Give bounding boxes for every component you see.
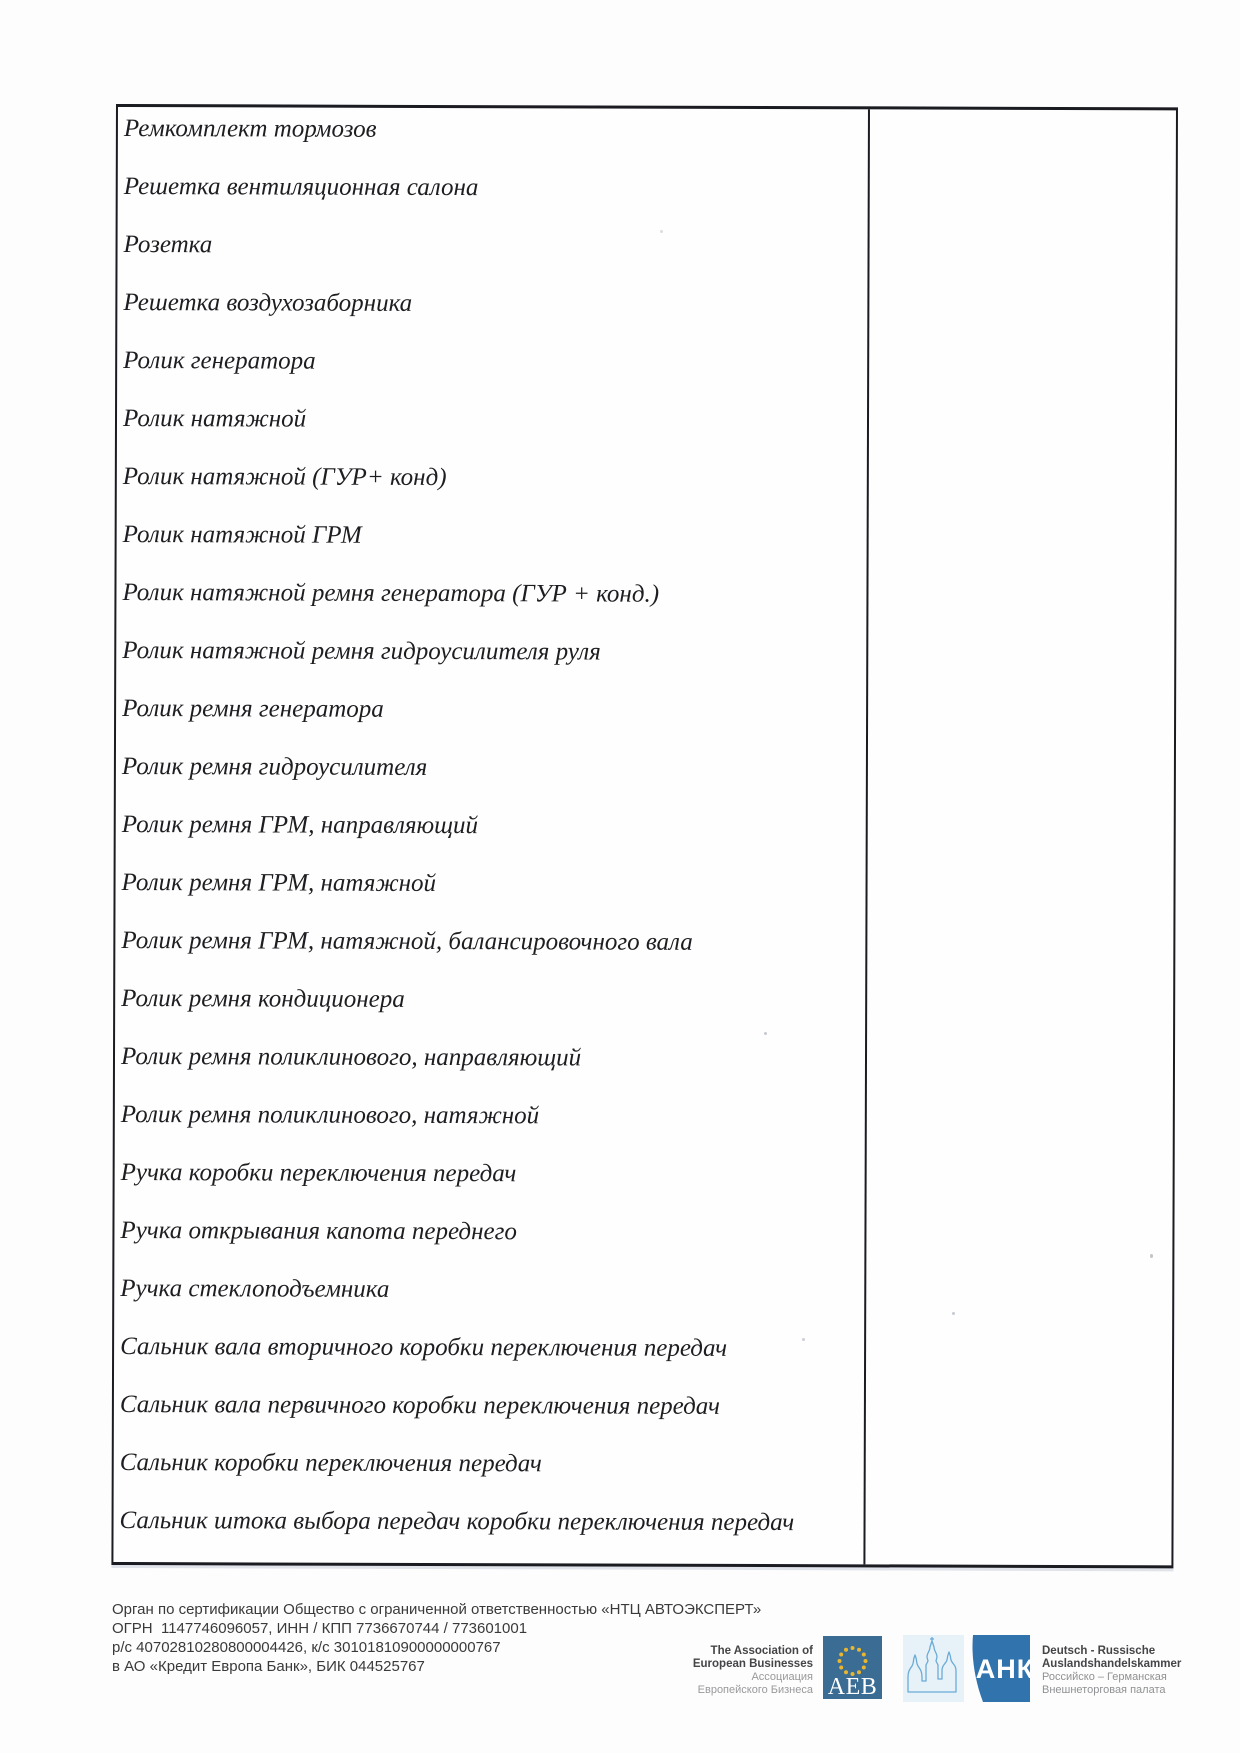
- part-row: Ролик ремня ГРМ, натяжной: [121, 869, 437, 898]
- ahk-acronym: АНК: [975, 1654, 1030, 1684]
- part-row: Сальник вала первичного коробки переключения передач: [119, 1391, 720, 1420]
- part-row: Ролик натяжной: [122, 405, 307, 433]
- aeb-name-ru-line2: Европейского Бизнеса: [697, 1683, 813, 1696]
- part-row: Сальник штока выбора передач коробки переключения передач: [119, 1507, 795, 1537]
- part-row: Ролик натяжной ГРМ: [122, 521, 362, 549]
- scan-speck: [1150, 1254, 1153, 1258]
- part-row: Ролик ремня гидроусилителя: [121, 753, 428, 781]
- part-row: Ролик натяжной ремня генератора (ГУР + конд.): [122, 579, 660, 608]
- ahk-name-ru-line1: Российско – Германская: [1042, 1671, 1167, 1683]
- ahk-name-ru-line2: Внешнеторговая палата: [1042, 1683, 1166, 1696]
- aeb-logo-icon: [823, 1636, 882, 1699]
- part-row: Ролик ремня поликлинового, направляющий: [120, 1043, 582, 1072]
- part-row: Ремкомплект тормозов: [123, 115, 377, 143]
- part-row: Ролик ремня ГРМ, натяжной, балансировочного вала: [121, 927, 693, 956]
- aeb-acronym: AEB: [827, 1674, 878, 1699]
- part-row: Сальник коробки переключения передач: [119, 1449, 542, 1478]
- scan-speck: [802, 1338, 805, 1341]
- part-row: Ролик ремня генератора: [122, 695, 384, 723]
- scan-speck: [764, 1032, 767, 1035]
- aeb-name-ru-line1: Ассоциация: [751, 1671, 813, 1683]
- ahk-logo-icon: [903, 1635, 1030, 1702]
- part-row: Ролик натяжной (ГУР+ конд): [122, 463, 447, 492]
- part-row: Ролик ремня ГРМ, направляющий: [121, 811, 479, 840]
- aeb-logo: [823, 1636, 882, 1704]
- ahk-name-de-line2: Auslandshandelskammer: [1042, 1658, 1182, 1670]
- aeb-name-en-line2: European Businesses: [692, 1658, 813, 1670]
- scan-speck: [660, 230, 663, 233]
- scan-speck: [952, 1312, 955, 1315]
- aeb-name-en-line1: The Association of: [710, 1645, 813, 1657]
- org-info-line: ОГРН 1147746096057, ИНН / КПП 7736670744 / 773601001: [112, 1620, 528, 1637]
- part-row: Решетка вентиляционная салона: [123, 173, 479, 202]
- ahk-logo: [903, 1635, 1030, 1707]
- parts-column: [113, 107, 870, 1564]
- org-info-line: Орган по сертификации Общество с ограниченной ответственностью «НТЦ АВТОЭКСПЕРТ»: [112, 1601, 762, 1618]
- ahk-logo-caption: [1042, 1645, 1181, 1696]
- part-row: Розетка: [123, 231, 213, 259]
- part-row: Сальник вала вторичного коробки переключения передач: [120, 1333, 728, 1362]
- empty-notes-column: [865, 109, 1176, 1565]
- parts-table: [111, 104, 1178, 1568]
- org-info-line: р/с 40702810280800004426, к/с 30101810900000000767: [112, 1639, 501, 1656]
- part-row: Ролик ремня кондиционера: [121, 985, 405, 1013]
- aeb-logo-caption: [655, 1645, 813, 1696]
- part-row: Ручка открывания капота переднего: [120, 1217, 517, 1246]
- part-row: Ролик ремня поликлинового, натяжной: [120, 1101, 540, 1130]
- part-row: Решетка воздухозаборника: [123, 289, 413, 317]
- part-row: Ручка стеклоподъемника: [120, 1275, 390, 1303]
- ahk-name-de-line1: Deutsch - Russische: [1042, 1645, 1156, 1657]
- part-row: Ручка коробки переключения передач: [120, 1159, 517, 1188]
- part-row: Ролик генератора: [123, 347, 316, 375]
- part-row: Ролик натяжной ремня гидроусилителя руля: [122, 637, 601, 666]
- org-info-line: в АО «Кредит Европа Банк», БИК 044525767: [112, 1658, 425, 1675]
